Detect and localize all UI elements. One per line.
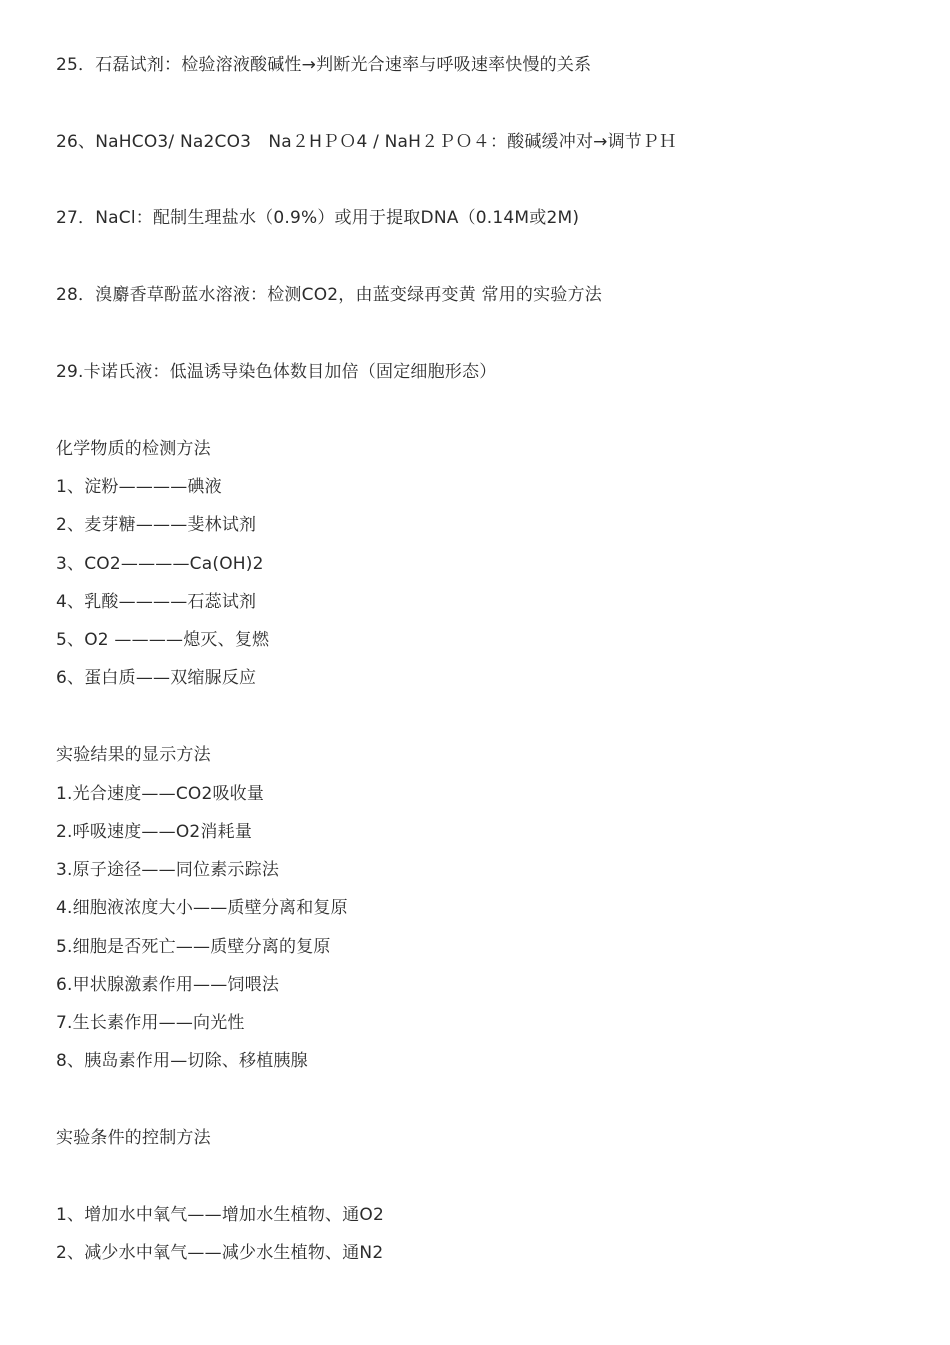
- reagent-26: 26、NaHCO3/ Na2CO3 Na２HＰＯ4 / NaH２ＰＯ４：酸碱缓冲对→调节ＰＨ: [56, 132, 677, 152]
- detection-item: 3、CO2————Ca(OH)2: [56, 554, 264, 574]
- reagent-28: 28．溴麝香草酚蓝水溶液：检测CO2，由蓝变绿再变黄 常用的实验方法: [56, 285, 602, 305]
- display-item: 6.甲状腺激素作用——饲喂法: [56, 975, 280, 995]
- display-item: 4.细胞液浓度大小——质壁分离和复原: [56, 898, 348, 918]
- control-item: 2、减少水中氧气——减少水生植物、通N2: [56, 1243, 384, 1263]
- display-item: 8、胰岛素作用—切除、移植胰腺: [56, 1051, 308, 1071]
- control-heading: 实验条件的控制方法: [56, 1128, 211, 1148]
- reagent-27: 27．NaCl：配制生理盐水（0.9%）或用于提取DNA（0.14M或2M): [56, 208, 580, 228]
- display-item: 5.细胞是否死亡——质壁分离的复原: [56, 937, 331, 957]
- detection-item: 6、蛋白质——双缩脲反应: [56, 668, 257, 688]
- reagent-25: 25．石磊试剂：检验溶液酸碱性→判断光合速率与呼吸速率快慢的关系: [56, 55, 592, 75]
- display-item: 3.原子途径——同位素示踪法: [56, 860, 280, 880]
- detection-item: 5、O2 ————熄灭、复燃: [56, 630, 270, 650]
- display-item: 1.光合速度——CO2吸收量: [56, 784, 265, 804]
- control-item: 1、增加水中氧气——增加水生植物、通O2: [56, 1205, 385, 1225]
- display-item: 7.生长素作用——向光性: [56, 1013, 245, 1033]
- display-item: 2.呼吸速度——O2消耗量: [56, 822, 253, 842]
- detection-heading: 化学物质的检测方法: [56, 439, 211, 459]
- detection-item: 2、麦芽糖———斐林试剂: [56, 515, 257, 535]
- reagent-29: 29.卡诺氏液：低温诱导染色体数目加倍（固定细胞形态）: [56, 362, 497, 382]
- display-heading: 实验结果的显示方法: [56, 745, 211, 765]
- detection-item: 1、淀粉————碘液: [56, 477, 222, 497]
- detection-item: 4、乳酸————石蕊试剂: [56, 592, 257, 612]
